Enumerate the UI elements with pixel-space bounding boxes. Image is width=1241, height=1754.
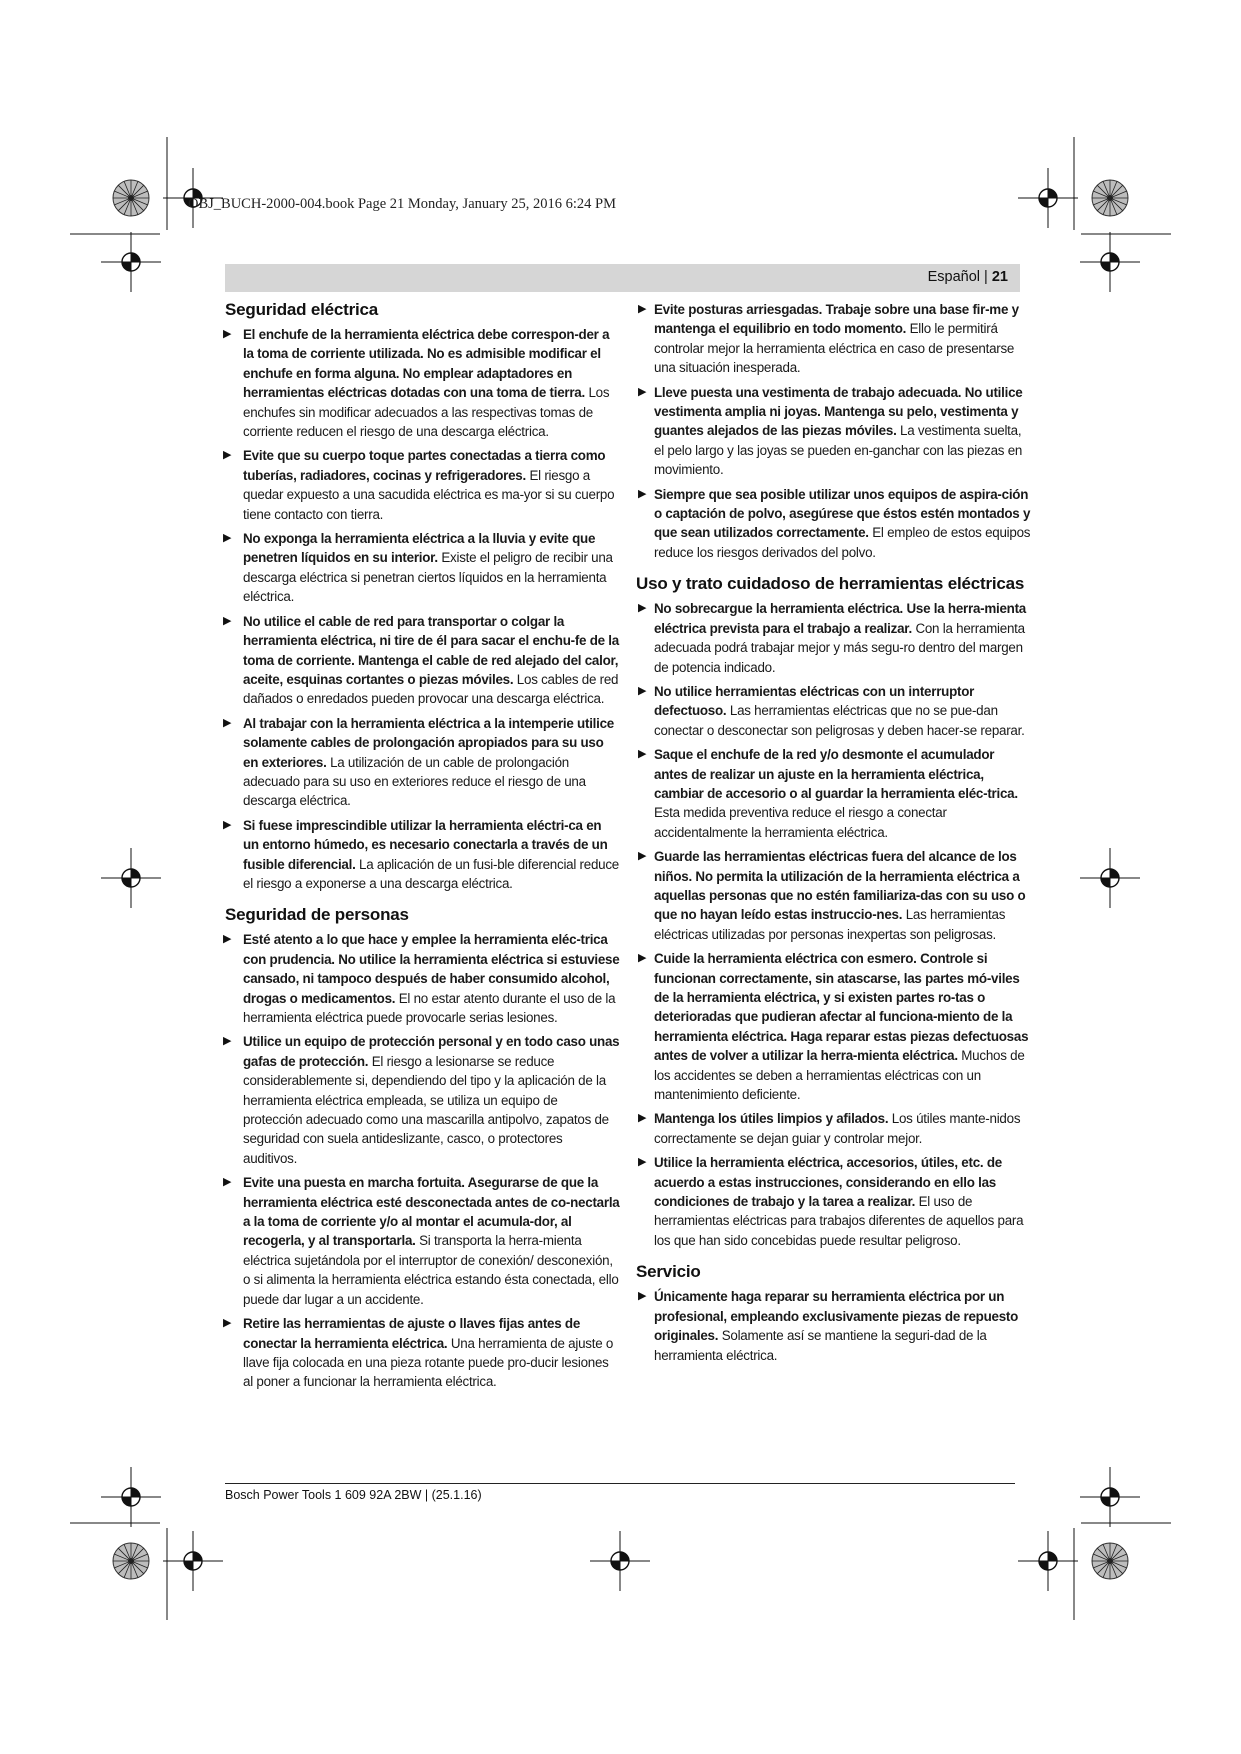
section-title: Seguridad de personas xyxy=(225,905,409,925)
bullet-triangle-icon: ▶ xyxy=(223,1176,232,1189)
safety-instruction xyxy=(636,1153,1031,1250)
instruction-text: Las herramientas eléctricas que no se pue-dan conectar o desconectar son peligrosas y deben hacer-se reparar. xyxy=(654,703,1025,738)
instruction-bold: Evite posturas arriesgadas. Trabaje sobre una base fir-me y mantenga el equilibrio en todo momento. xyxy=(654,302,1019,337)
color-target-bottom-right xyxy=(1092,1543,1128,1579)
safety-instruction xyxy=(636,599,1031,677)
bullet-triangle-icon: ▶ xyxy=(638,748,647,761)
safety-instruction xyxy=(636,485,1031,563)
bullet-triangle-icon: ▶ xyxy=(638,1156,647,1169)
instruction-text: Los útiles mante-nidos correctamente se dejan guiar y controlar mejor. xyxy=(654,1111,1021,1146)
safety-instruction xyxy=(636,949,1031,1104)
instruction-bold: No utilice el cable de red para transportar o colgar la herramienta eléctrica, ni tire de él para sacar el enchu-fe de la toma de corriente. Mantenga el cable de red alejado del calor, aceite, esquinas cortantes o piezas móviles. xyxy=(243,613,619,687)
color-target-top-left xyxy=(113,180,149,216)
header-separator: | xyxy=(980,269,992,285)
instruction-text: Muchos de los accidentes se deben a herramientas eléctricas con un mantenimiento deficiente. xyxy=(654,1048,1025,1103)
footer-rule xyxy=(225,1483,1015,1484)
safety-instruction xyxy=(225,1314,620,1392)
bullet-triangle-icon: ▶ xyxy=(223,716,232,729)
bullet-triangle-icon: ▶ xyxy=(638,850,647,863)
bullet-triangle-icon: ▶ xyxy=(638,487,647,500)
instruction-bold: Guarde las herramientas eléctricas fuera del alcance de los niños. No permita la utilización de la herramienta eléctrica a aquellas personas que no estén familiariza-das con su uso o que no hayan leído estas instruccio-nes. xyxy=(654,849,1026,923)
safety-instruction xyxy=(636,383,1031,480)
section-title: Uso y trato cuidadoso de herramientas eléctricas xyxy=(636,574,1025,594)
bullet-triangle-icon: ▶ xyxy=(638,952,647,965)
bullet-triangle-icon: ▶ xyxy=(638,303,647,315)
registration-mark xyxy=(1080,848,1140,908)
registration-mark xyxy=(590,1531,650,1591)
instruction-text: El uso de herramientas eléctricas para trabajos diferentes de aquellos para los que han sido concebidas puede resultar peligroso. xyxy=(654,1194,1024,1248)
instruction-bold: Siempre que sea posible utilizar unos equipos de aspira-ción o captación de polvo, asegúrese que éstos estén montados y que sean utilizados correctamente. xyxy=(654,486,1031,541)
registration-mark xyxy=(1018,168,1078,228)
bullet-triangle-icon: ▶ xyxy=(223,1317,232,1330)
registration-mark xyxy=(101,1467,161,1527)
bullet-triangle-icon: ▶ xyxy=(223,328,232,340)
footer: Bosch Power Tools 1 609 92A 2BW | (25.1.16) xyxy=(225,1488,482,1502)
bullet-triangle-icon: ▶ xyxy=(638,684,647,697)
safety-instruction xyxy=(636,1109,1031,1148)
instruction-text: El no estar atento durante el uso de la herramienta eléctrica puede provocarle serias lesiones. xyxy=(243,990,616,1025)
instruction-text: Las herramientas eléctricas utilizadas por personas inexpertas son peligrosas. xyxy=(654,907,1006,942)
bullet-triangle-icon: ▶ xyxy=(223,449,232,462)
instruction-text: Si transporta la herra-mienta eléctrica sujetándola por el interruptor de conexión/ desconexión, o si alimenta la herramienta eléctrica estando ésta conectada, ello puede dar lugar a un accidente. xyxy=(243,1233,619,1307)
instruction-bold: Únicamente haga reparar su herramienta eléctrica por un profesional, empleando exclusivamente piezas de repuesto originales. xyxy=(654,1289,1019,1344)
instruction-text: Solamente así se mantiene la seguri-dad de la herramienta eléctrica. xyxy=(654,1328,987,1363)
instruction-text: Esta medida preventiva reduce el riesgo a conectar accidentalmente la herramienta eléctrica. xyxy=(654,805,947,840)
section-title: Servicio xyxy=(636,1262,701,1282)
instruction-text: La utilización de un cable de prolongación adecuado para su uso en exteriores reduce el riesgo de una descarga eléctrica. xyxy=(243,754,586,809)
registration-mark xyxy=(1080,1467,1140,1527)
safety-instruction xyxy=(225,325,620,441)
bullet-triangle-icon: ▶ xyxy=(223,1035,232,1048)
registration-mark xyxy=(1018,1531,1078,1591)
instruction-text: Los enchufes sin modificar adecuados a las respectivas tomas de corriente reducen el riesgo de una descarga eléctrica. xyxy=(243,385,610,440)
left-column xyxy=(225,300,620,1397)
file-header: OBJ_BUCH-2000-004.book Page 21 Monday, January 25, 2016 6:24 PM xyxy=(188,196,617,212)
language-label: Español xyxy=(927,269,981,285)
instruction-bold: Utilice la herramienta eléctrica, accesorios, útiles, etc. de acuerdo a estas instrucciones, considerando en ello las condiciones de trabajo y la tarea a realizar. xyxy=(654,1155,1002,1210)
registration-mark xyxy=(101,848,161,908)
safety-instruction xyxy=(636,745,1031,842)
instruction-text: Ello le permitirá controlar mejor la herramienta eléctrica en caso de presentarse una situación inesperada. xyxy=(654,321,1015,376)
instruction-bold: Al trabajar con la herramienta eléctrica a la intemperie utilice solamente cables de prolongación apropiados para su uso en exteriores. xyxy=(243,715,615,770)
instruction-bold: Retire las herramientas de ajuste o llaves fijas antes de conectar la herramienta eléctrica. xyxy=(243,1316,581,1351)
instruction-text: El riesgo a quedar expuesto a una sacudida eléctrica es ma-yor si su cuerpo tiene contacto con tierra. xyxy=(243,467,615,522)
instruction-text: Existe el peligro de recibir una descarga eléctrica si penetran ciertos líquidos en la herramienta eléctrica. xyxy=(243,550,613,605)
bullet-triangle-icon: ▶ xyxy=(638,602,647,615)
safety-instruction xyxy=(225,714,620,811)
section-title: Seguridad eléctrica xyxy=(225,300,379,319)
instruction-bold: Utilice un equipo de protección personal y en todo caso unas gafas de protección. xyxy=(243,1034,620,1069)
instruction-text: Una herramienta de ajuste o llave fija colocada en una pieza rotante puede pro-ducir lesiones al poner a funcionar la herramienta eléctrica. xyxy=(243,1335,614,1390)
bullet-triangle-icon: ▶ xyxy=(223,614,232,627)
safety-instruction xyxy=(225,1173,620,1309)
instruction-text: El riesgo a lesionarse se reduce considerablemente si, dependiendo del tipo y la aplicación de la herramienta eléctrica empleada, se utiliza un equipo de protección adecuado como una mascarilla antipolvo, zapatos de seguridad con suela antideslizante, casco, o protectores auditivos. xyxy=(243,1053,609,1166)
safety-instruction xyxy=(225,816,620,894)
color-target-top-right xyxy=(1092,180,1128,216)
safety-instruction xyxy=(225,1032,620,1168)
instruction-bold: El enchufe de la herramienta eléctrica debe correspon-der a la toma de corriente utilizada. No es admisible modificar el enchufe en forma alguna. No emplear adaptadores en herramientas eléctricas dotadas con una toma de tierra. xyxy=(243,327,610,401)
instruction-text: La vestimenta suelta, el pelo largo y las joyas se pueden en-ganchar con las piezas en movimiento. xyxy=(654,423,1023,478)
page-number: 21 xyxy=(991,269,1008,285)
instruction-bold: Mantenga los útiles limpios y afilados. xyxy=(654,1111,889,1127)
bullet-triangle-icon: ▶ xyxy=(223,933,232,946)
right-column xyxy=(636,300,1031,1370)
instruction-text: Con la herramienta adecuada podrá trabajar mejor y más segu-ro dentro del margen de potencia indicado. xyxy=(654,620,1025,675)
safety-instruction xyxy=(636,847,1031,944)
registration-mark xyxy=(101,232,161,292)
color-target-bottom-left xyxy=(113,1543,149,1579)
safety-instruction xyxy=(636,1287,1031,1365)
instruction-text: La aplicación de un fusi-ble diferencial reduce el riesgo a exponerse a una descarga eléctrica. xyxy=(243,856,620,891)
bullet-triangle-icon: ▶ xyxy=(638,385,647,398)
instruction-bold: No exponga la herramienta eléctrica a la lluvia y evite que penetren líquidos en su interior. xyxy=(243,531,596,566)
safety-instruction xyxy=(225,529,620,607)
bullet-triangle-icon: ▶ xyxy=(638,1112,647,1125)
instruction-bold: Lleve puesta una vestimenta de trabajo adecuada. No utilice vestimenta amplia ni joyas. Mantenga su pelo, vestimenta y guantes alejados de las piezas móviles. xyxy=(654,384,1023,439)
registration-mark xyxy=(1080,232,1140,292)
instruction-bold: Evite una puesta en marcha fortuita. Asegurarse de que la herramienta eléctrica esté desconectada antes de co-nectarla a la toma de corriente y/o al montar el acumula-dor, al recogerla, y al transportarla. xyxy=(243,1175,620,1249)
instruction-bold: No sobrecargue la herramienta eléctrica. Use la herra-mienta eléctrica prevista para el trabajo a realizar. xyxy=(654,601,1027,636)
safety-instruction xyxy=(636,300,1031,378)
instruction-text: Los cables de red dañados o enredados pueden provocar una descarga eléctrica. xyxy=(243,671,619,707)
bullet-triangle-icon: ▶ xyxy=(223,532,232,545)
instruction-bold: Saque el enchufe de la red y/o desmonte el acumulador antes de realizar un ajuste en la herramienta eléctrica, cambiar de accesorio o al guardar la herramienta eléc-trica. xyxy=(654,747,1018,801)
instruction-bold: Si fuese imprescindible utilizar la herramienta eléctri-ca en un entorno húmedo, es necesario conectarla a través de un fusible diferencial. xyxy=(243,817,608,872)
safety-instruction xyxy=(225,930,620,1027)
bullet-triangle-icon: ▶ xyxy=(638,1290,647,1303)
instruction-bold: Cuide la herramienta eléctrica con esmero. Controle si funcionan correctamente, sin atascarse, las partes mó-viles de la herramienta eléctrica, y si existen partes ro-tas o deterioradas que pudieran afectar al funciona-miento de la herramienta eléctrica. Haga reparar estas piezas defectuosas antes de volver a utilizar la herra-mienta eléctrica. xyxy=(654,951,1029,1064)
instruction-bold: Evite que su cuerpo toque partes conectadas a tierra como tuberías, radiadores, cocinas y refrigeradores. xyxy=(243,448,606,483)
safety-instruction xyxy=(636,682,1031,740)
safety-instruction xyxy=(225,612,620,709)
instruction-text: El empleo de estos equipos reduce los riesgos derivados del polvo. xyxy=(654,525,1031,560)
registration-mark xyxy=(163,1531,223,1591)
bullet-triangle-icon: ▶ xyxy=(223,818,232,831)
instruction-bold: Esté atento a lo que hace y emplee la herramienta eléc-trica con prudencia. No utilice la herramienta eléctrica si estuviese cansado, ni tampoco después de haber consumido alcohol, drogas o medicamentos. xyxy=(243,932,620,1006)
page-header-label xyxy=(928,269,1008,285)
safety-instruction xyxy=(225,446,620,524)
instruction-bold: No utilice herramientas eléctricas con un interruptor defectuoso. xyxy=(654,683,975,719)
page-header-bar xyxy=(225,264,1020,292)
